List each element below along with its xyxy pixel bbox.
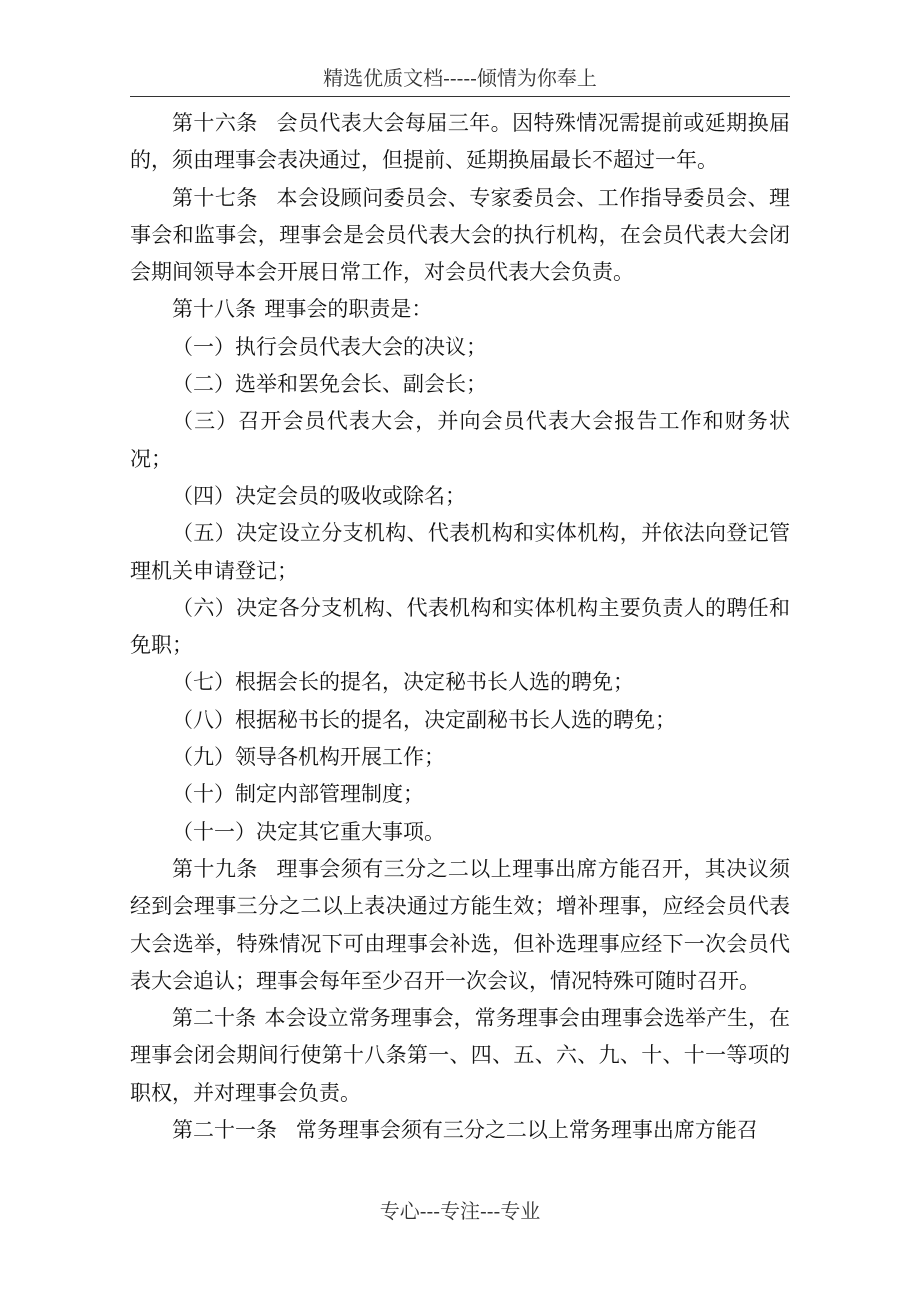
list-item: （十一）决定其它重大事项。: [172, 819, 445, 844]
list-item: （八）根据秘书长的提名，决定副秘书长人选的聘免；: [172, 707, 676, 732]
article-text: 理事会须有三分之二以上理事出席方能召开，其决议须经到会理事三分之二以上表决通过方能生效；增补理事，应经会员代表大会选举，特殊情况下可由理事会补选，但补选理事应经下一次会员代表大会追认；理事会每年至少召开一次会议，情况特殊可随时召开。: [130, 856, 791, 993]
article-text: 本会设顾问委员会、专家委员会、工作指导委员会、理事会和监事会，理事会是会员代表大会的执行机构，在会员代表大会闭会期间领导本会开展日常工作，对会员代表大会负责。: [130, 185, 791, 285]
article-number: 第十八条: [172, 297, 256, 322]
article-text: 本会设立常务理事会，常务理事会由理事会选举产生，在理事会闭会期间行使第十八条第一、四、五、六、九、十、十一等项的职权，并对理事会负责。: [130, 1006, 791, 1105]
article-number: 第二十条: [172, 1006, 257, 1031]
document-body: [130, 105, 790, 1149]
article-number: 第十七条: [172, 185, 258, 210]
list-item: （六）决定各分支机构、代表机构和实体机构主要负责人的聘任和免职；: [130, 595, 790, 658]
article-18: [130, 291, 790, 328]
list-item: （五）决定设立分支机构、代表机构和实体机构，并依法向登记管理机关申请登记；: [130, 521, 790, 583]
article-text: 常务理事会须有三分之二以上常务理事出席方能召: [295, 1118, 758, 1143]
article-number: 第十六条: [172, 111, 258, 135]
page-footer: [130, 1196, 790, 1226]
list-item: （十）制定内部管理制度；: [172, 782, 424, 807]
list-item: （九）领导各机构开展工作；: [172, 745, 445, 770]
list-item: （一）执行会员代表大会的决议；: [172, 334, 487, 359]
article-21: [130, 1112, 790, 1149]
list-item: （二）选举和罢免会长、副会长；: [172, 372, 487, 397]
article-19: [130, 851, 790, 1000]
list-item: （七）根据会长的提名，决定秘书长人选的聘免；: [172, 670, 634, 695]
article-text: 理事会的职责是：: [264, 297, 433, 322]
article-number: 第十九条: [172, 856, 258, 881]
list-item: （四）决定会员的吸收或除名；: [172, 483, 466, 508]
page-header: [130, 62, 790, 97]
header-text: 精选优质文档-----倾情为你奉上: [323, 66, 597, 90]
list-item: （三）召开会员代表大会，并向会员代表大会报告工作和财务状况；: [130, 409, 790, 471]
article-16: [130, 105, 790, 180]
article-number: 第二十一条: [172, 1118, 277, 1143]
article-17: [130, 180, 790, 292]
article-text: 会员代表大会每届三年。因特殊情况需提前或延期换届的，须由理事会表决通过，但提前、延期换届最长不超过一年。: [130, 111, 791, 173]
article-20: [130, 1000, 790, 1112]
footer-text: 专心---专注---专业: [379, 1199, 541, 1223]
